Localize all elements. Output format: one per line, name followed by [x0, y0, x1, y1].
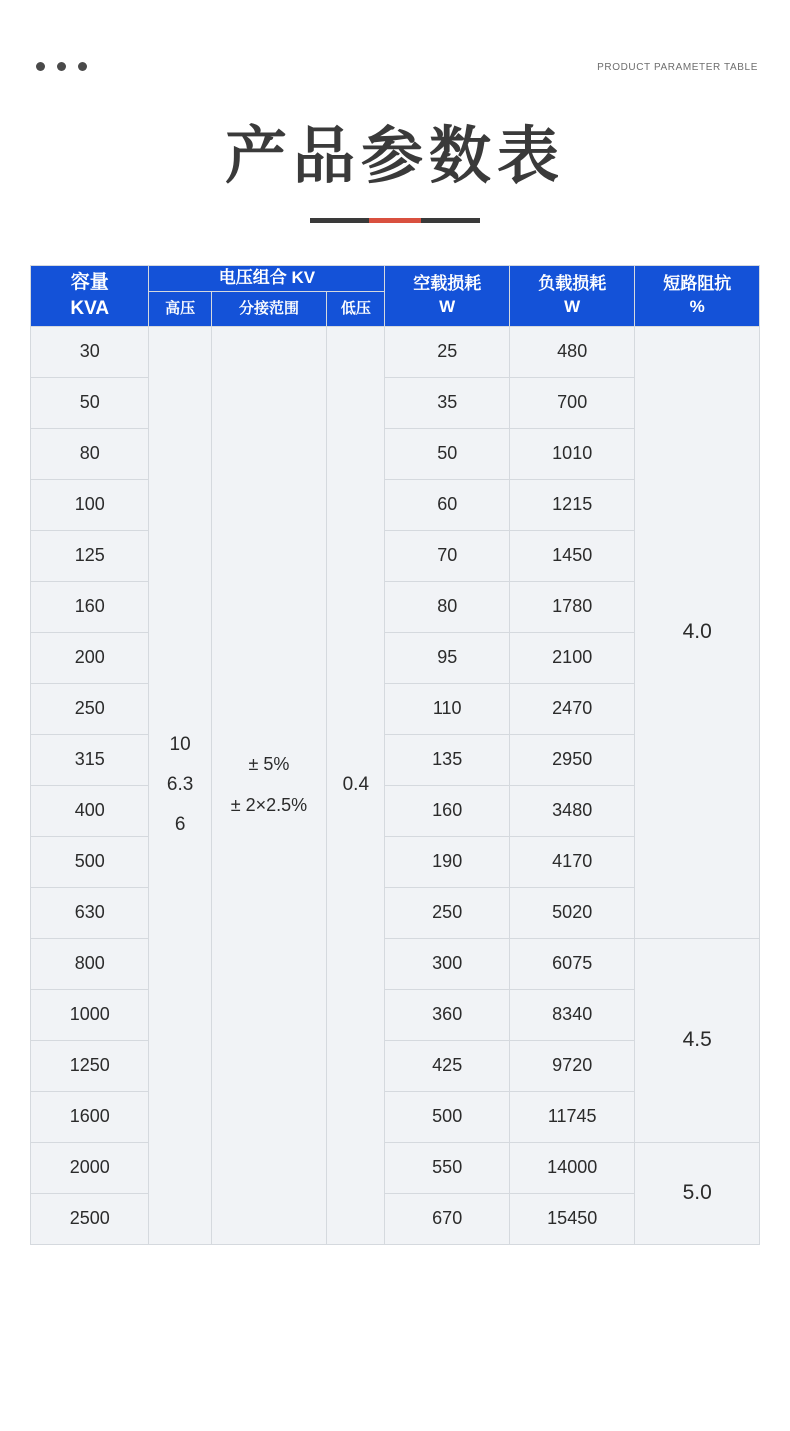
cell-hv [149, 326, 211, 1244]
cell-capacity: 125 [31, 530, 149, 581]
cell-capacity: 1600 [31, 1091, 149, 1142]
header-load-loss [509, 266, 635, 326]
parameter-table [30, 265, 760, 1244]
table-row [31, 938, 760, 989]
page-title: 产品参数表 [224, 119, 565, 192]
header-capacity-line2: KVA [70, 297, 110, 319]
cell-load-loss: 3480 [509, 785, 635, 836]
cell-load-loss: 15450 [509, 1193, 635, 1244]
header-load-loss-line1: 负载损耗 [538, 273, 607, 293]
hv-value: 6.3 [166, 774, 194, 796]
cell-no-load-loss: 250 [385, 887, 510, 938]
table-row [31, 326, 760, 377]
cell-capacity: 80 [31, 428, 149, 479]
cell-no-load-loss: 500 [385, 1091, 510, 1142]
cell-capacity: 100 [31, 479, 149, 530]
header-no-load-loss-line2: W [439, 296, 456, 316]
cell-capacity: 400 [31, 785, 149, 836]
cell-load-loss: 1450 [509, 530, 635, 581]
cell-capacity: 630 [31, 887, 149, 938]
header-voltage-group: 电压组合 KV [149, 266, 385, 292]
header-impedance [635, 266, 760, 326]
cell-no-load-loss: 70 [385, 530, 510, 581]
title-divider [310, 218, 480, 223]
hv-value: 6 [174, 814, 186, 836]
cell-no-load-loss: 300 [385, 938, 510, 989]
header-hv: 高压 [149, 292, 211, 327]
cell-no-load-loss: 25 [385, 326, 510, 377]
cell-capacity: 1250 [31, 1040, 149, 1091]
cell-capacity: 1000 [31, 989, 149, 1040]
cell-no-load-loss: 35 [385, 377, 510, 428]
table-body [31, 326, 760, 1244]
cell-capacity: 2000 [31, 1142, 149, 1193]
header-no-load-loss-line1: 空载损耗 [413, 273, 482, 293]
cell-tap-range [211, 326, 326, 1244]
cell-load-loss: 9720 [509, 1040, 635, 1091]
decorative-dots [36, 62, 87, 71]
header-lv: 低压 [327, 292, 385, 327]
header-impedance-line1: 短路阻抗 [663, 273, 732, 293]
table-row [31, 1142, 760, 1193]
cell-no-load-loss: 160 [385, 785, 510, 836]
title-block [0, 119, 790, 223]
cell-load-loss: 14000 [509, 1142, 635, 1193]
cell-load-loss: 2100 [509, 632, 635, 683]
cell-capacity: 50 [31, 377, 149, 428]
dot-icon [36, 62, 45, 71]
tap-value: ± 2×2.5% [230, 795, 308, 816]
cell-capacity: 200 [31, 632, 149, 683]
hv-value: 10 [169, 734, 191, 756]
cell-load-loss: 2470 [509, 683, 635, 734]
table-header-row-1 [31, 266, 760, 292]
header-impedance-line2: % [689, 296, 705, 316]
header-no-load-loss [385, 266, 510, 326]
cell-load-loss: 5020 [509, 887, 635, 938]
cell-load-loss: 2950 [509, 734, 635, 785]
cell-capacity: 160 [31, 581, 149, 632]
cell-load-loss: 11745 [509, 1091, 635, 1142]
cell-load-loss: 480 [509, 326, 635, 377]
cell-no-load-loss: 360 [385, 989, 510, 1040]
cell-no-load-loss: 110 [385, 683, 510, 734]
cell-load-loss: 1215 [509, 479, 635, 530]
cell-no-load-loss: 95 [385, 632, 510, 683]
cell-load-loss: 1010 [509, 428, 635, 479]
cell-load-loss: 4170 [509, 836, 635, 887]
table-head [31, 266, 760, 326]
cell-capacity: 30 [31, 326, 149, 377]
cell-capacity: 250 [31, 683, 149, 734]
dot-icon [78, 62, 87, 71]
cell-no-load-loss: 670 [385, 1193, 510, 1244]
cell-capacity: 800 [31, 938, 149, 989]
cell-impedance: 5.0 [635, 1142, 760, 1244]
header-tap-range: 分接范围 [211, 292, 326, 327]
cell-lv: 0.4 [327, 326, 385, 1244]
cell-no-load-loss: 190 [385, 836, 510, 887]
cell-no-load-loss: 135 [385, 734, 510, 785]
cell-no-load-loss: 50 [385, 428, 510, 479]
cell-no-load-loss: 60 [385, 479, 510, 530]
cell-capacity: 2500 [31, 1193, 149, 1244]
cell-load-loss: 6075 [509, 938, 635, 989]
cell-load-loss: 1780 [509, 581, 635, 632]
cell-no-load-loss: 80 [385, 581, 510, 632]
dot-icon [57, 62, 66, 71]
cell-capacity: 315 [31, 734, 149, 785]
cell-load-loss: 700 [509, 377, 635, 428]
cell-impedance: 4.5 [635, 938, 760, 1142]
header-load-loss-line2: W [564, 296, 581, 316]
cell-no-load-loss: 550 [385, 1142, 510, 1193]
cell-capacity: 500 [31, 836, 149, 887]
cell-no-load-loss: 425 [385, 1040, 510, 1091]
header-capacity-line1: 容量 [70, 272, 109, 294]
cell-load-loss: 8340 [509, 989, 635, 1040]
parameter-table-wrapper [30, 265, 760, 1244]
tap-value: ± 5% [248, 753, 290, 774]
page-header [0, 0, 790, 100]
header-capacity [31, 266, 149, 326]
cell-impedance: 4.0 [635, 326, 760, 938]
eyebrow-text: PRODUCT PARAMETER TABLE [597, 62, 758, 73]
